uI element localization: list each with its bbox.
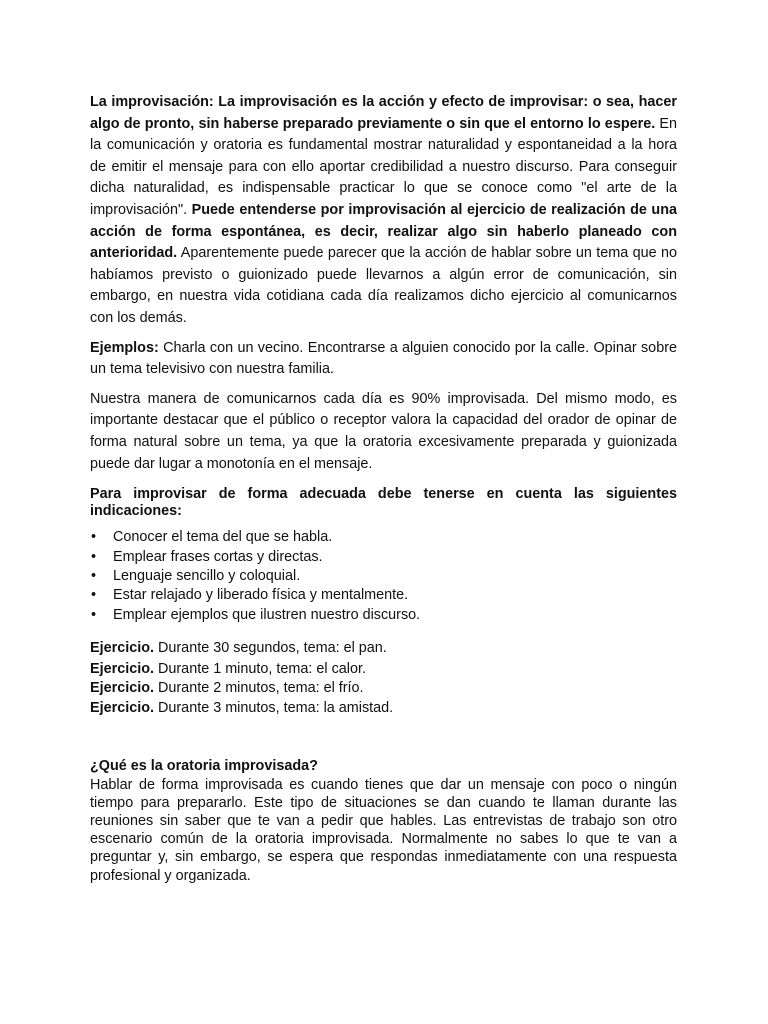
bullet-icon: •	[91, 587, 97, 604]
examples-paragraph	[90, 338, 677, 381]
list-item: • Lenguaje sencillo y coloquial.	[90, 567, 677, 586]
section-heading: ¿Qué es la oratoria improvisada?	[90, 758, 318, 775]
exercises-block	[90, 639, 677, 718]
document-page	[90, 92, 677, 885]
exercise-line: Ejercicio. Durante 1 minuto, tema: el calor.	[90, 660, 366, 677]
examples-text: Charla con un vecino. Encontrarse a alguien conocido por la calle. Opinar sobre un tema televisivo con nuestra familia.	[90, 339, 677, 378]
intro-definition-bold: La improvisación: La improvisación es la acción y efecto de improvisar: o sea, hacer algo de pronto, sin haberse preparado previamente o sin que el entorno lo espere.	[90, 94, 677, 132]
list-item: • Emplear frases cortas y directas.	[90, 548, 677, 567]
examples-label: Ejemplos:	[90, 339, 159, 356]
communication-paragraph: Nuestra manera de comunicarnos cada día es 90% improvisada. Del mismo modo, es importante destacar que el público o receptor valora la capacidad del orador de opinar de forma natural sobre un tema, ya que la oratoria excesivamente preparada y guionizada puede dar lugar a monotonía en el mensaje.	[90, 390, 677, 472]
section-paragraph: Hablar de forma improvisada es cuando tienes que dar un mensaje con poco o ningún tiempo para prepararlo. Este tipo de situaciones se dan cuando te llaman durante las reuniones sin saber que te van a pedir que hables. Las entrevistas de trabajo son otro escenario común de la oratoria improvisada. Normalmente no sabes lo que te van a preguntar y, sin embargo, se espera que respondas inmediatamente con una respuesta profesional y organizada.	[90, 776, 677, 884]
intro-text-1: En la comunicación y oratoria es fundamental mostrar naturalidad y espontaneidad a la hora de emitir el mensaje para con ello aportar credibilidad a nuestro discurso. Para conseguir dicha naturalidad, es indispensable practicar lo que se conoce como "el arte de la improvisación".	[90, 115, 677, 218]
exercise-line: Ejercicio. Durante 2 minutos, tema: el frío.	[90, 680, 364, 697]
bullet-icon: •	[91, 606, 97, 623]
bullet-icon: •	[91, 567, 97, 584]
intro-definition-bold-2: Puede entenderse por improvisación al ejercicio de realización de una acción de forma espontánea, es decir, realizar algo sin haberlo planeado con anterioridad.	[90, 201, 677, 262]
exercise-line: Ejercicio. Durante 30 segundos, tema: el pan.	[90, 640, 387, 657]
list-item: • Emplear ejemplos que ilustren nuestro discurso.	[90, 606, 677, 625]
list-item: • Estar relajado y liberado física y mentalmente.	[90, 586, 677, 605]
bullet-icon: •	[91, 548, 97, 565]
intro-paragraph	[90, 92, 677, 330]
indications-list	[90, 528, 677, 625]
intro-text-2: Aparentemente puede parecer que la acción de hablar sobre un tema que no habíamos previsto o guionizado puede llevarnos a algún error de comunicación, sin embargo, en nuestra vida cotidiana cada día realizamos dicho ejercicio al comunicarnos con los demás.	[90, 245, 677, 326]
indications-heading: Para improvisar de forma adecuada debe tenerse en cuenta las siguientes indicaciones:	[90, 486, 677, 520]
exercise-line: Ejercicio. Durante 3 minutos, tema: la amistad.	[90, 699, 394, 716]
list-item: • Conocer el tema del que se habla.	[90, 528, 677, 547]
bullet-icon: •	[91, 529, 97, 546]
